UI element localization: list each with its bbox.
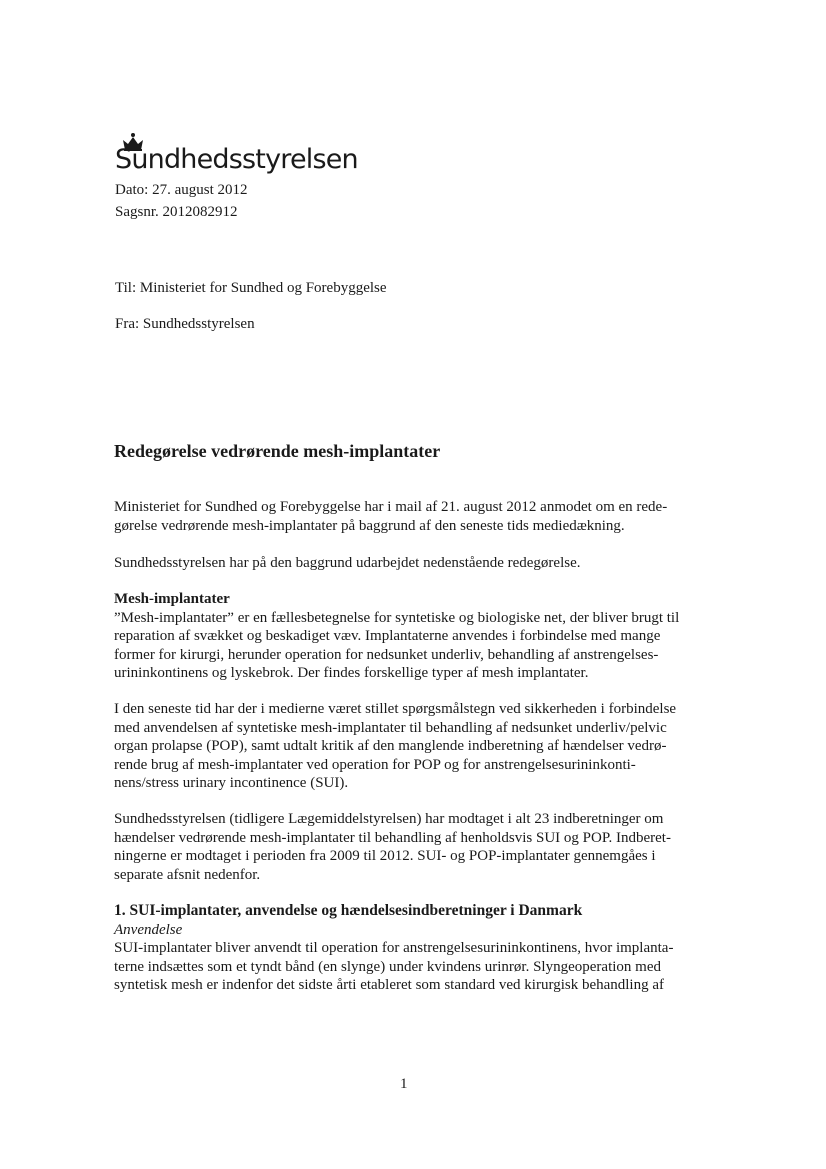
- section-subheading: Anvendelse: [114, 921, 183, 938]
- document-date: Dato: 27. august 2012: [115, 182, 248, 198]
- sundhedsstyrelsen-logo: [113, 132, 358, 180]
- paragraph-line: SUI-implantater bliver anvendt til operation for anstrengelsesurininkontinens, hvor implanta-: [114, 940, 674, 956]
- paragraph-line: ”Mesh-implantater” er en fællesbetegnelse for syntetiske og biologiske net, der bliver brugt til: [114, 609, 680, 626]
- paragraph-line: former for kirurgi, herunder operation for nedsunket underliv, behandling af anstrengelses-: [114, 646, 659, 663]
- paragraph-line: ningerne er modtaget i perioden fra 2009 til 2012. SUI- og POP-implantater gennemgåes i: [114, 848, 656, 864]
- paragraph-line: Sundhedsstyrelsen har på den baggrund udarbejdet nedenstående redegørelse.: [114, 555, 581, 571]
- paragraph-line: I den seneste tid har der i medierne været stillet spørgsmålstegn ved sikkerheden i forbindelse: [114, 701, 677, 717]
- intro-statement: [114, 554, 714, 573]
- paragraph-line: syntetisk mesh er indenfor det sidste årti etableret som standard ved kirurgisk behandling af: [114, 977, 664, 993]
- paragraph-line: Ministeriet for Sundhed og Forebyggelse har i mail af 21. august 2012 anmodet om en rede-: [114, 499, 668, 515]
- paragraph-line: reparation af svækket og beskadiget væv. Implantaterne anvendes i forbindelse med mange: [114, 628, 661, 644]
- page-title: Redegørelse vedrørende mesh-implantater: [114, 441, 441, 461]
- section-heading: 1. SUI-implantater, anvendelse og hændelsesindberetninger i Danmark: [114, 902, 583, 919]
- recipient: Til: Ministeriet for Sundhed og Forebyggelse: [115, 280, 387, 296]
- paragraph-line: urininkontinens og lyskebrok. Der findes forskellige typer af mesh implantater.: [114, 665, 589, 681]
- paragraph-line: rende brug af mesh-implantater ved operation for POP og for anstrengelsesurininkonti-: [114, 756, 636, 773]
- sender: Fra: Sundhedsstyrelsen: [115, 316, 255, 332]
- paragraph-line: hændelser vedrørende mesh-implantater til behandling af henholdsvis SUI og POP. Indberet-: [114, 829, 671, 846]
- logo-text: Sundhedsstyrelsen: [115, 144, 358, 175]
- paragraph-line: organ prolapse (POP), samt udtalt kritik af den manglende indberetning af hændelser vedrø-: [114, 738, 667, 754]
- page-number: 1: [400, 1076, 408, 1092]
- paragraph-line: gørelse vedrørende mesh-implantater på baggrund af den seneste tids mediedækning.: [114, 517, 625, 534]
- paragraph-line: med anvendelsen af syntetiske mesh-implantater til behandling af nedsunket underliv/pelvic: [114, 719, 667, 736]
- section-heading: Mesh-implantater: [114, 591, 230, 607]
- paragraph-line: nens/stress urinary incontinence (SUI).: [114, 775, 349, 791]
- section-1: [114, 902, 714, 995]
- paragraph-line: terne indsættes som et tyndt bånd (en slynge) under kvindens urinrør. Slyngeoperation med: [114, 958, 661, 975]
- paragraph-line: separate afsnit nedenfor.: [114, 866, 261, 883]
- media-paragraph: [114, 700, 714, 793]
- mesh-section: [114, 590, 714, 683]
- reports-paragraph: [114, 810, 714, 884]
- case-number: Sagsnr. 2012082912: [115, 204, 238, 220]
- intro-paragraph: [114, 498, 714, 535]
- paragraph-line: Sundhedsstyrelsen (tidligere Lægemiddelstyrelsen) har modtaget i alt 23 indberetninger om: [114, 811, 664, 827]
